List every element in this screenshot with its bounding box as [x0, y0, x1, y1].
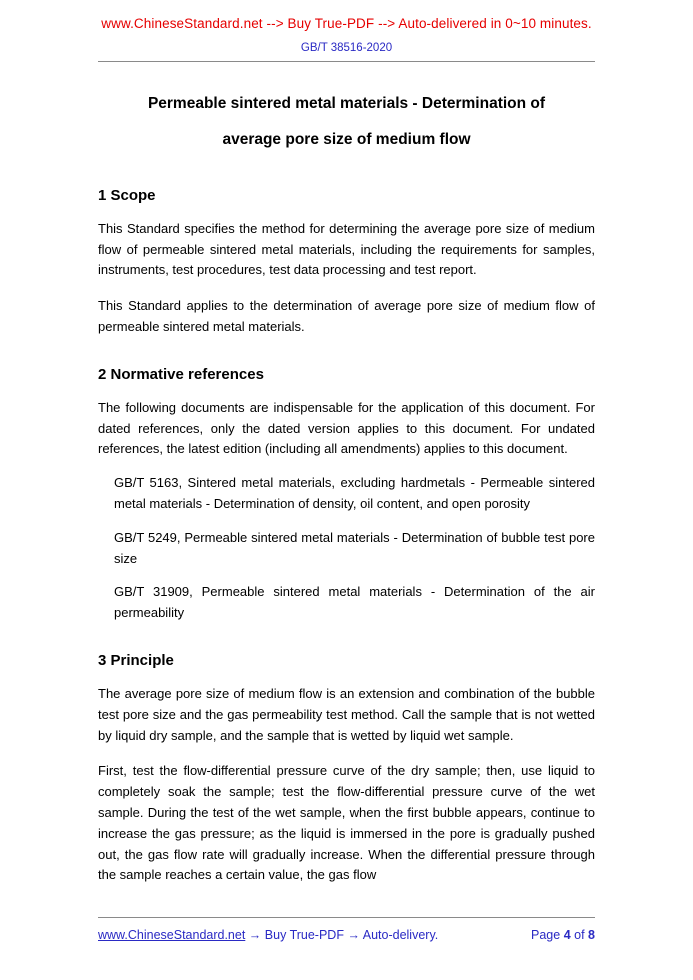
footer-links	[98, 928, 438, 942]
standard-code: GB/T 38516-2020	[300, 42, 393, 54]
page-indicator	[531, 928, 595, 942]
promo-banner: www.ChineseStandard.net --> Buy True-PDF --> Auto-delivered in 0~10 minutes.	[101, 16, 592, 31]
reference-item: GB/T 5249, Permeable sintered metal materials - Determination of bubble test pore size	[114, 529, 595, 566]
section-heading-normative-references: 2 Normative references	[98, 365, 264, 383]
paragraph: The average pore size of medium flow is an extension and combination of the bubble test pore size and the gas permeability test method. Call the sample that is not wetted by liquid dry sample, and the sample that is wetted by liquid wet sample.	[98, 686, 595, 743]
section-scope	[98, 187, 595, 338]
footer-delivery-label: Auto-delivery.	[362, 928, 439, 942]
arrow-right-icon: →	[347, 928, 360, 942]
page-number: 4	[563, 928, 571, 942]
paragraph: First, test the flow-differential pressure curve of the dry sample; then, use liquid to completely soak the sample; test the flow-differential pressure curve of the wet sample. During the test of the wet sample, when the first bubble appears, continue to increase the gas pressure; as the liquid is immersed in the pore is gradually pushed out, the gas flow rate will gradually increase. When the differential pressure through the sample reaches a certain value, the gas flow	[98, 763, 595, 883]
header-divider	[98, 61, 595, 62]
footer-buy-label: Buy True-PDF	[264, 928, 344, 942]
paragraph: This Standard specifies the method for determining the average pore size of medium flow of permeable sintered metal materials, including the requirements for samples, instruments, test procedures, test data processing and test report.	[98, 220, 595, 278]
document-title-line2: average pore size of medium flow	[222, 131, 471, 149]
footer-row	[98, 928, 595, 942]
paragraph: This Standard applies to the determination of average pore size of medium flow of permeable sintered metal materials.	[98, 298, 595, 335]
page-of-label: of	[574, 928, 585, 942]
document-title	[98, 86, 595, 159]
footer-site-link[interactable]: www.ChineseStandard.net	[98, 928, 246, 942]
reference-item: GB/T 31909, Permeable sintered metal materials - Determination of the air permeability	[114, 584, 595, 621]
section-heading-scope: 1 Scope	[98, 186, 156, 204]
document-title-line1: Permeable sintered metal materials - Determination of	[147, 95, 546, 112]
paragraph: The following documents are indispensable for the application of this document. For dated references, only the dated version applies to this document. For undated references, the latest edition (including all amendments) applies to this document.	[98, 399, 595, 457]
section-heading-principle: 3 Principle	[98, 652, 174, 669]
page-footer	[98, 917, 595, 942]
section-normative-references	[98, 366, 595, 624]
footer-divider	[98, 917, 595, 918]
page-label: Page	[531, 928, 561, 942]
section-principle	[98, 652, 595, 886]
arrow-right-icon: →	[248, 928, 262, 942]
page-total: 8	[588, 928, 595, 942]
reference-item: GB/T 5163, Sintered metal materials, excluding hardmetals - Permeable sintered metal materials - Determination of density, oil content, and open porosity	[114, 475, 595, 512]
